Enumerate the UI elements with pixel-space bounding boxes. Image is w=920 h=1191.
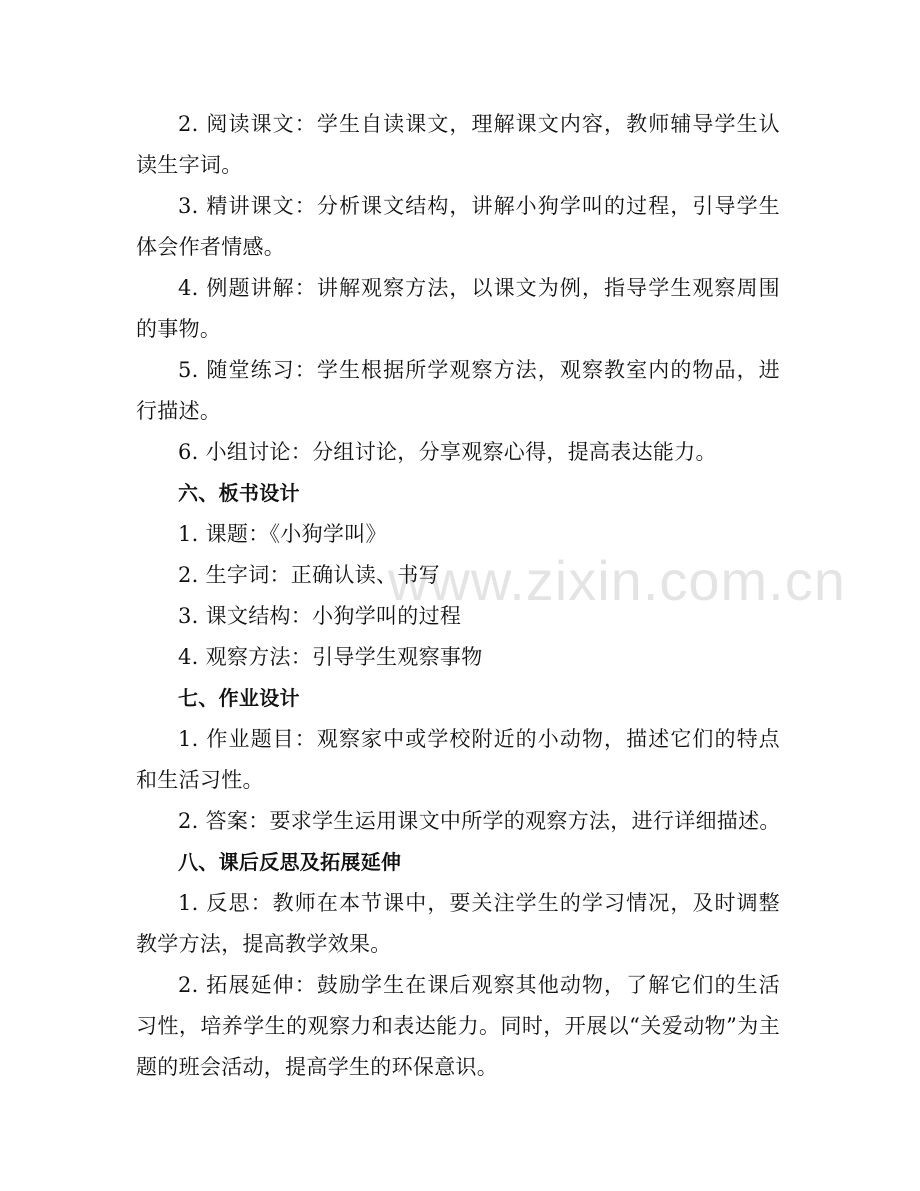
- paragraph-reflection: 1. 反思：教师在本节课中，要关注学生的学习情况，及时调整教学方法，提高教学效果。: [136, 891, 780, 956]
- paragraph-homework-topic: 1. 作业题目：观察家中或学校附近的小动物，描述它们的特点和生活习性。: [136, 727, 780, 792]
- paragraph-classroom-practice: 5. 随堂练习：学生根据所学观察方法，观察教室内的物品，进行描述。: [136, 358, 780, 423]
- paragraph-group-discussion: 6. 小组讨论：分组讨论，分享观察心得，提高表达能力。: [178, 440, 717, 464]
- paragraph-board-topic: 1. 课题：《小狗学叫》: [178, 522, 387, 546]
- section-heading-reflection: 八、课后反思及拓展延伸: [178, 850, 402, 874]
- paragraph-reading: 2. 阅读课文：学生自读课文，理解课文内容，教师辅导学生认读生字词。: [136, 112, 780, 177]
- section-heading-board-design: 六、板书设计: [178, 481, 300, 505]
- paragraph-homework-answer: 2. 答案：要求学生运用课文中所学的观察方法，进行详细描述。: [178, 809, 781, 833]
- paragraph-example-explanation: 4. 例题讲解：讲解观察方法，以课文为例，指导学生观察周围的事物。: [136, 276, 780, 341]
- section-heading-homework-design: 七、作业设计: [178, 686, 300, 710]
- paragraph-board-structure: 3. 课文结构：小狗学叫的过程: [178, 604, 462, 628]
- paragraph-board-observation: 4. 观察方法：引导学生观察事物: [178, 645, 483, 669]
- watermark-text: www.zixin.com.cn: [388, 549, 846, 612]
- document-page: [136, 104, 780, 1088]
- paragraph-extension: 2. 拓展延伸：鼓励学生在课后观察其他动物，了解它们的生活习性，培养学生的观察力和表达能力。同时，开展以“关爱动物”为主题的班会活动，提高学生的环保意识。: [136, 973, 780, 1079]
- paragraph-board-vocabulary: 2. 生字词：正确认读、书写: [178, 563, 440, 587]
- paragraph-intensive-reading: 3. 精讲课文：分析课文结构，讲解小狗学叫的过程，引导学生体会作者情感。: [136, 194, 780, 259]
